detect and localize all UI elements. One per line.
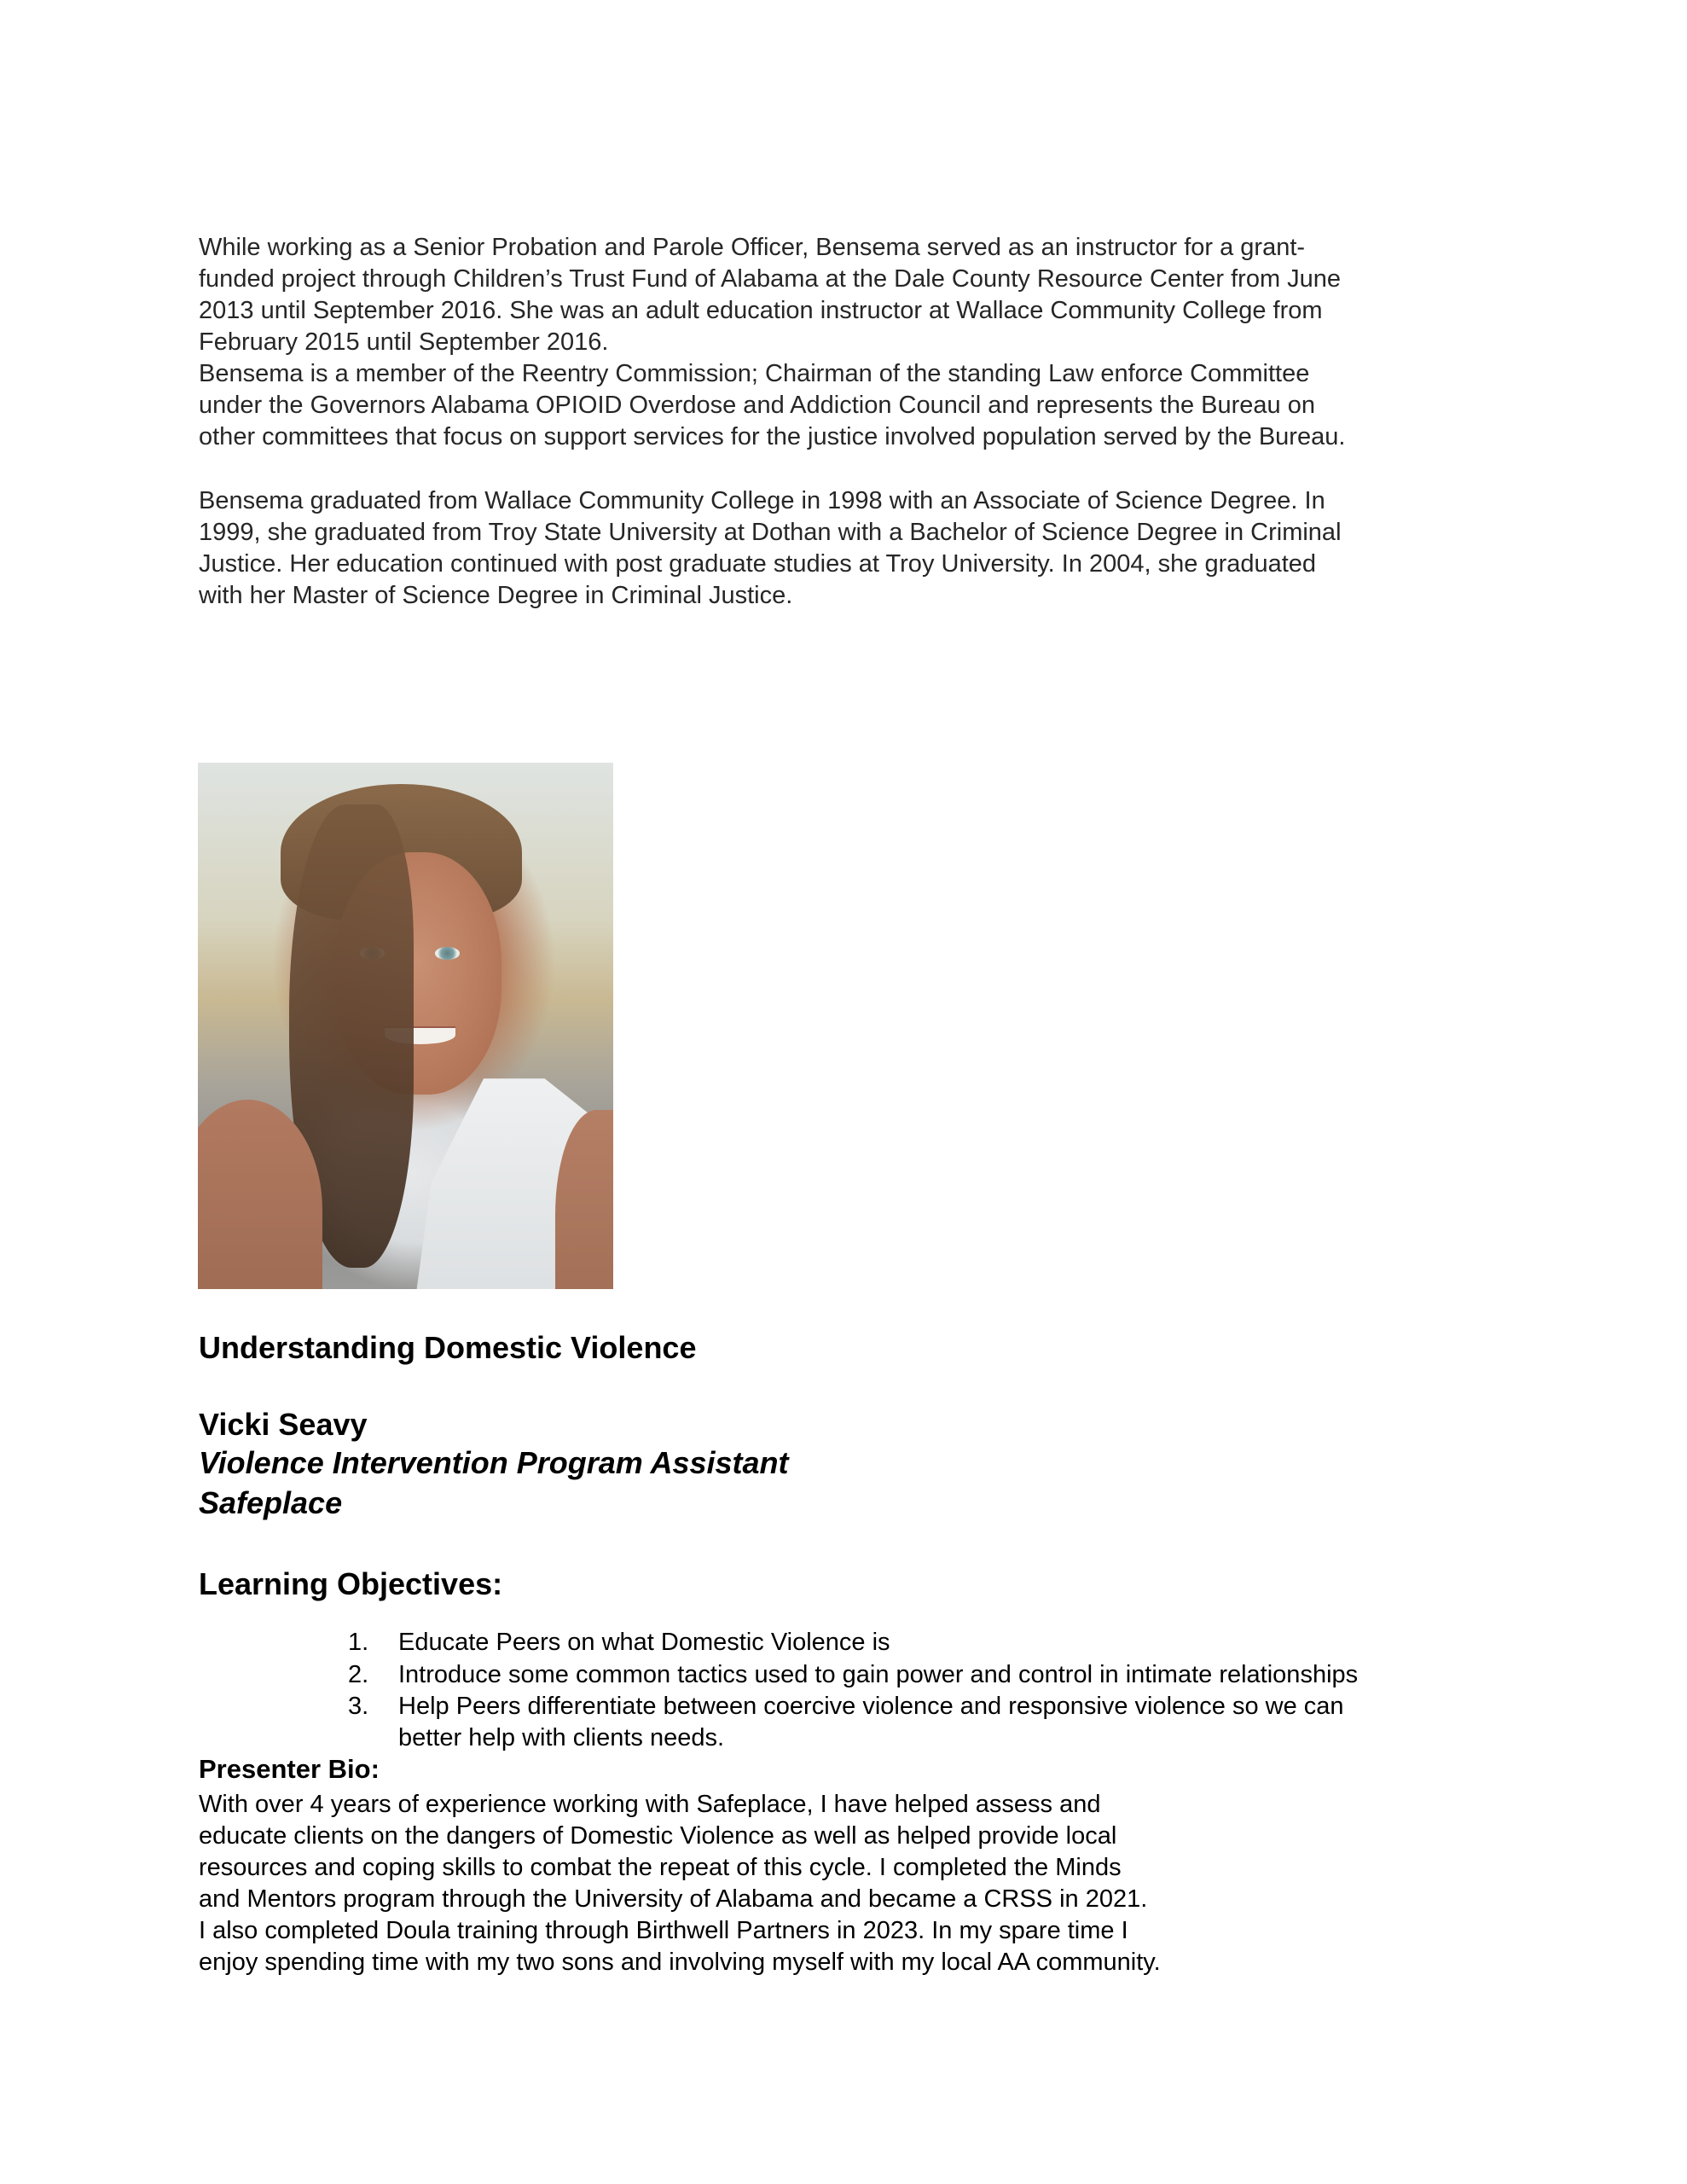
text-line: Bensema is a member of the Reentry Commission; Chairman of the standing Law enforce Committee [199,360,1310,387]
objective-number: 1. [348,1629,369,1656]
text-line: with her Master of Science Degree in Criminal Justice. [199,582,793,609]
text-line: With over 4 years of experience working with Safeplace, I have helped assess and [199,1791,1101,1818]
objectives-heading: Learning Objectives: [199,1566,503,1601]
text-line: other committees that focus on support services for the justice involved population served by the Bureau. [199,423,1346,450]
presenter-name: Vicki Seavy [199,1407,368,1442]
text-line: resources and coping skills to combat the repeat of this cycle. I completed the Minds [199,1854,1122,1881]
objective-text: Help Peers differentiate between coercive violence and responsive violence so we can [398,1693,1344,1720]
presenter-role: Violence Intervention Program Assistant [199,1445,789,1480]
objective-text: better help with clients needs. [398,1724,725,1751]
text-line: 1999, she graduated from Troy State University at Dothan with a Bachelor of Science Degree in Criminal [199,519,1342,546]
objective-text: Introduce some common tactics used to gain power and control in intimate relationships [398,1661,1359,1688]
text-line: Justice. Her education continued with post graduate studies at Troy University. In 2004, she graduated [199,550,1317,578]
text-line: 2013 until September 2016. She was an adult education instructor at Wallace Community College from [199,297,1323,324]
bio-heading: Presenter Bio: [199,1754,380,1784]
session-title: Understanding Domestic Violence [199,1330,697,1365]
objective-text: Educate Peers on what Domestic Violence is [398,1629,890,1656]
text-line: funded project through Children’s Trust Fund of Alabama at the Dale County Resource Center from June [199,265,1342,293]
objective-number: 2. [348,1661,369,1688]
text-line: I also completed Doula training through Birthwell Partners in 2023. In my spare time I [199,1917,1128,1944]
text-line: Bensema graduated from Wallace Community College in 1998 with an Associate of Science Degree. In [199,487,1325,514]
objective-number: 3. [348,1693,369,1720]
presenter-photo [198,763,613,1289]
presenter-organization: Safeplace [199,1485,343,1520]
text-line: and Mentors program through the University of Alabama and became a CRSS in 2021. [199,1885,1148,1913]
text-line: February 2015 until September 2016. [199,328,609,356]
text-line: enjoy spending time with my two sons and involving myself with my local AA community. [199,1949,1161,1976]
photo-eye [435,947,460,960]
text-line: under the Governors Alabama OPIOID Overdose and Addiction Council and represents the Bureau on [199,392,1315,419]
text-line: While working as a Senior Probation and Parole Officer, Bensema served as an instructor for a grant- [199,234,1306,261]
text-line: educate clients on the dangers of Domestic Violence as well as helped provide local [199,1822,1117,1850]
